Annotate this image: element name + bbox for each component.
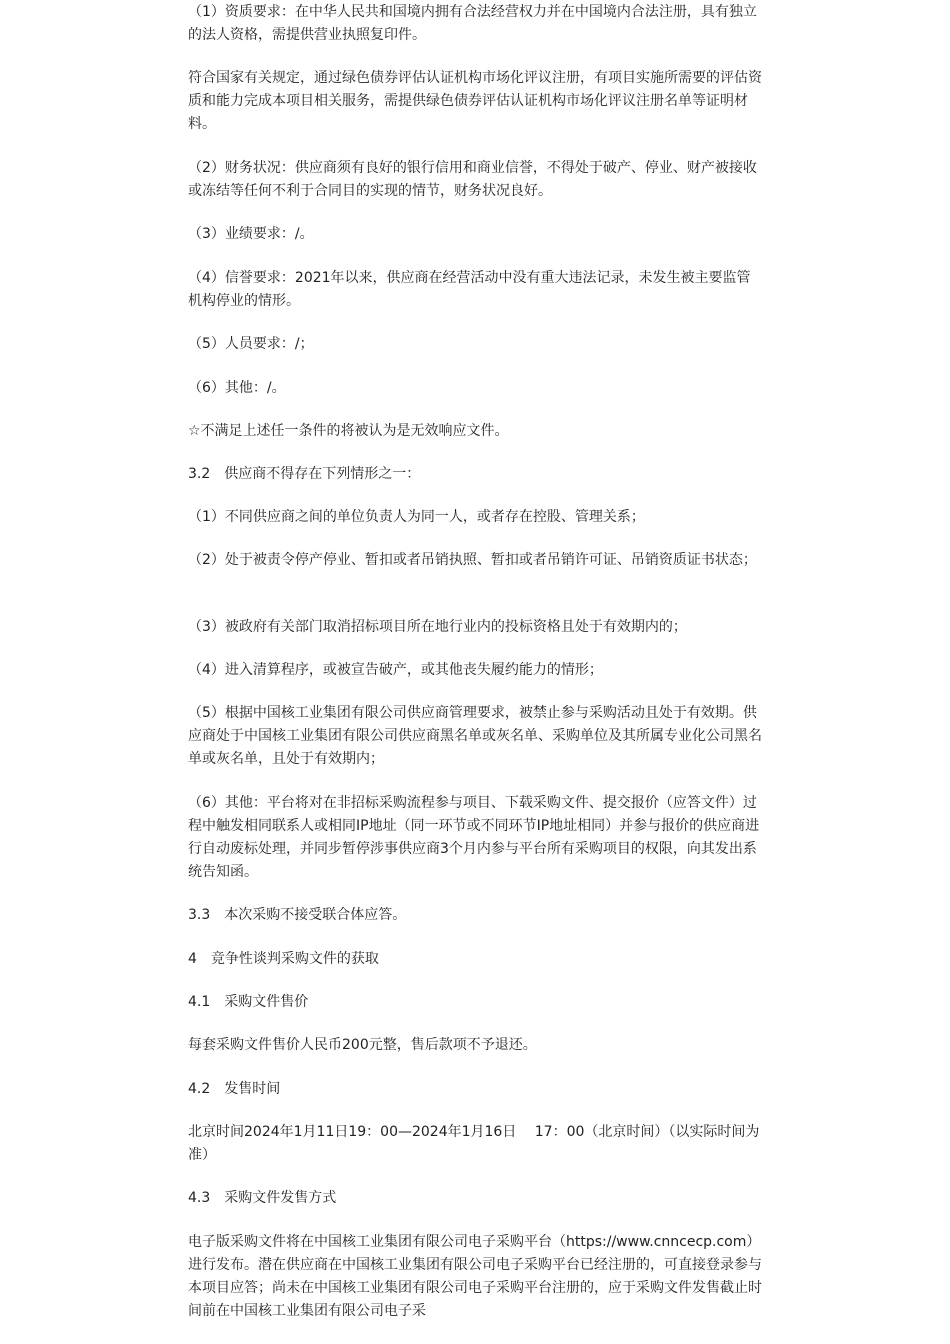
paragraph-exclusion-2: （2）处于被责令停产停业、暂扣或者吊销执照、暂扣或者吊销许可证、吊销资质证书状态； xyxy=(188,552,757,568)
paragraph-price: 每套采购文件售价人民币200元整，售后款项不予退还。 xyxy=(188,1037,537,1053)
paragraph-qualification: （1）资质要求：在中华人民共和国境内拥有合法经营权力并在中国境内合法注册，具有独立的法人资格，需提供营业执照复印件。 xyxy=(188,4,757,43)
paragraph-exclusion-5: （5）根据中国核工业集团有限公司供应商管理要求，被禁止参与采购活动且处于有效期。供应商处于中国核工业集团有限公司供应商黑名单或灰名单、采购单位及其所属专业化公司黑名单或灰名单，且处于有效期内； xyxy=(188,705,762,767)
section-heading-3-3: 3.3 本次采购不接受联合体应答。 xyxy=(188,907,407,923)
paragraph-exclusion-3: （3）被政府有关部门取消招标项目所在地行业内的投标资格且处于有效期内的； xyxy=(188,619,687,635)
paragraph-financial-status: （2）财务状况：供应商须有良好的银行信用和商业信誉，不得处于破产、停业、财产被接收或冻结等任何不利于合同目的实现的情节，财务状况良好。 xyxy=(188,160,757,199)
paragraph-sale-time: 北京时间2024年1月11日19：00—2024年1月16日 17：00（北京时间）（以实际时间为准） xyxy=(188,1124,760,1163)
section-heading-4-3: 4.3 采购文件发售方式 xyxy=(188,1190,337,1206)
section-heading-4-2: 4.2 发售时间 xyxy=(188,1081,281,1097)
paragraph-invalid-notice: ☆不满足上述任一条件的将被认为是无效响应文件。 xyxy=(188,423,509,439)
paragraph-credit: （4）信誉要求：2021年以来，供应商在经营活动中没有重大违法记录，未发生被主要监管机构停业的情形。 xyxy=(188,270,751,309)
paragraph-exclusion-4: （4）进入清算程序，或被宣告破产，或其他丧失履约能力的情形； xyxy=(188,662,603,678)
paragraph-sale-method: 电子版采购文件将在中国核工业集团有限公司电子采购平台（https://www.cnncecp.com）进行发布。潜在供应商在中国核工业集团有限公司电子采购平台已经注册的，可直接登录参与本项目应答；尚未在中国核工业集团有限公司电子采购平台注册的，应于采购文件发售截止时间前在中国核工业集团有限公司电子采 xyxy=(188,1234,762,1319)
paragraph-exclusion-6: （6）其他：平台将对在非招标采购流程参与项目、下载采购文件、提交报价（应答文件）过程中触发相同联系人或相同IP地址（同一环节或不同环节IP地址相同）并参与报价的供应商进行自动废标处理，并同步暂停涉事供应商3个月内参与平台所有采购项目的权限，向其发出系统告知函。 xyxy=(188,795,760,880)
section-heading-4-1: 4.1 采购文件售价 xyxy=(188,994,309,1010)
paragraph-personnel: （5）人员要求：/； xyxy=(188,336,314,352)
paragraph-other: （6）其他：/。 xyxy=(188,380,286,396)
section-heading-4: 4 竞争性谈判采购文件的获取 xyxy=(188,951,379,967)
section-heading-3-2: 3.2 供应商不得存在下列情形之一： xyxy=(188,466,421,482)
paragraph-exclusion-1: （1）不同供应商之间的单位负责人为同一人，或者存在控股、管理关系； xyxy=(188,509,645,525)
paragraph-green-bond-registration: 符合国家有关规定，通过绿色债券评估认证机构市场化评议注册，有项目实施所需要的评估资质和能力完成本项目相关服务，需提供绿色债券评估认证机构市场化评议注册名单等证明材料。 xyxy=(188,70,762,132)
paragraph-performance: （3）业绩要求：/。 xyxy=(188,226,314,242)
